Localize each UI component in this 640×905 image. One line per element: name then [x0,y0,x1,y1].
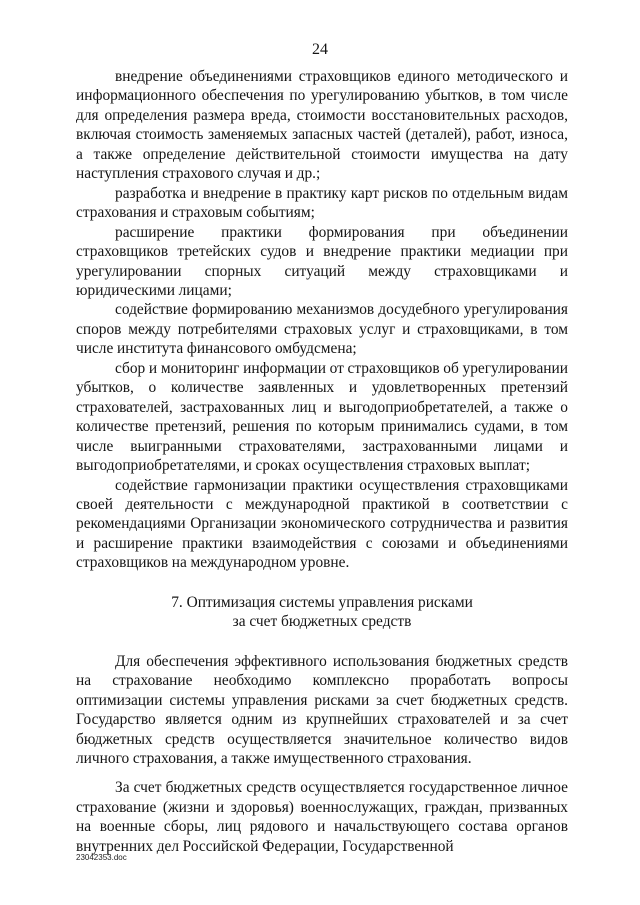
section-heading-line-1: 7. Оптимизация системы управления рисками [171,593,473,611]
paragraph-budget-efficiency: Для обеспечения эффективного использования бюджетных средств на страхование необходимо комплексно проработать вопросы оптимизации системы управления рисками за счет бюджетных средств. Государство является одним из крупнейших страхователей и за счет бюджетных средств осуществляется значительное количество видов личного страхования, а также имущественного страхования. [76,652,568,767]
paragraph-pretrial-settlement: содействие формированию механизмов досудебного урегулирования споров между потребителями страховых услуг и страховщиками, в том числе института финансового омбудсмена; [76,301,568,358]
section-heading [76,593,568,632]
document-body [76,67,568,856]
paragraph-international-harmonization: содействие гармонизации практики осуществления страховщиками своей деятельности с международной практикой в соответствии с рекомендациями Организации экономического сотрудничества и развития и расширение практики взаимодействия с союзами и объединениями страховщиков на международном уровне. [76,476,568,572]
footer-filename: 23042353.doc [76,853,127,862]
paragraph-arbitration-mediation: расширение практики формирования при объединении страховщиков третейских судов и внедрение практики медиации при урегулировании спорных ситуаций между страховщиками и юридическими лицами; [76,223,568,299]
paragraph-risk-maps: разработка и внедрение в практику карт рисков по отдельным видам страхования и страховым событиям; [76,184,568,222]
page-number: 24 [312,41,328,58]
paragraph-monitoring-claims: сбор и мониторинг информации от страховщиков об урегулировании убытков, о количестве заявленных и удовлетворенных претензий страхователей, застрахованных лиц и выгодоприобретателей, а также о количестве претензий, решения по которым принимались судами, в том числе выигранными страхователями, застрахованными лицами и выгодоприобретателями, и сроках осуществления страховых выплат; [76,359,568,475]
paragraph-state-personal-insurance: За счет бюджетных средств осуществляется государственное личное страхование (жизни и здоровья) военнослужащих, граждан, призванных на военные сборы, лиц рядового и начальствующего состава органов внутренних дел Российской Федерации, Государственной [76,779,568,855]
section-heading-line-2: за счет бюджетных средств [232,613,412,631]
paragraph-methodical-support: внедрение объединениями страховщиков единого методического и информационного обеспечения по урегулированию убытков, в том числе для определения размера вреда, стоимости восстановительных расходов, включая стоимость заменяемых запасных частей (деталей), работ, износа, а также определение действительной стоимости имущества на дату наступления страхового случая и др.; [76,68,568,183]
